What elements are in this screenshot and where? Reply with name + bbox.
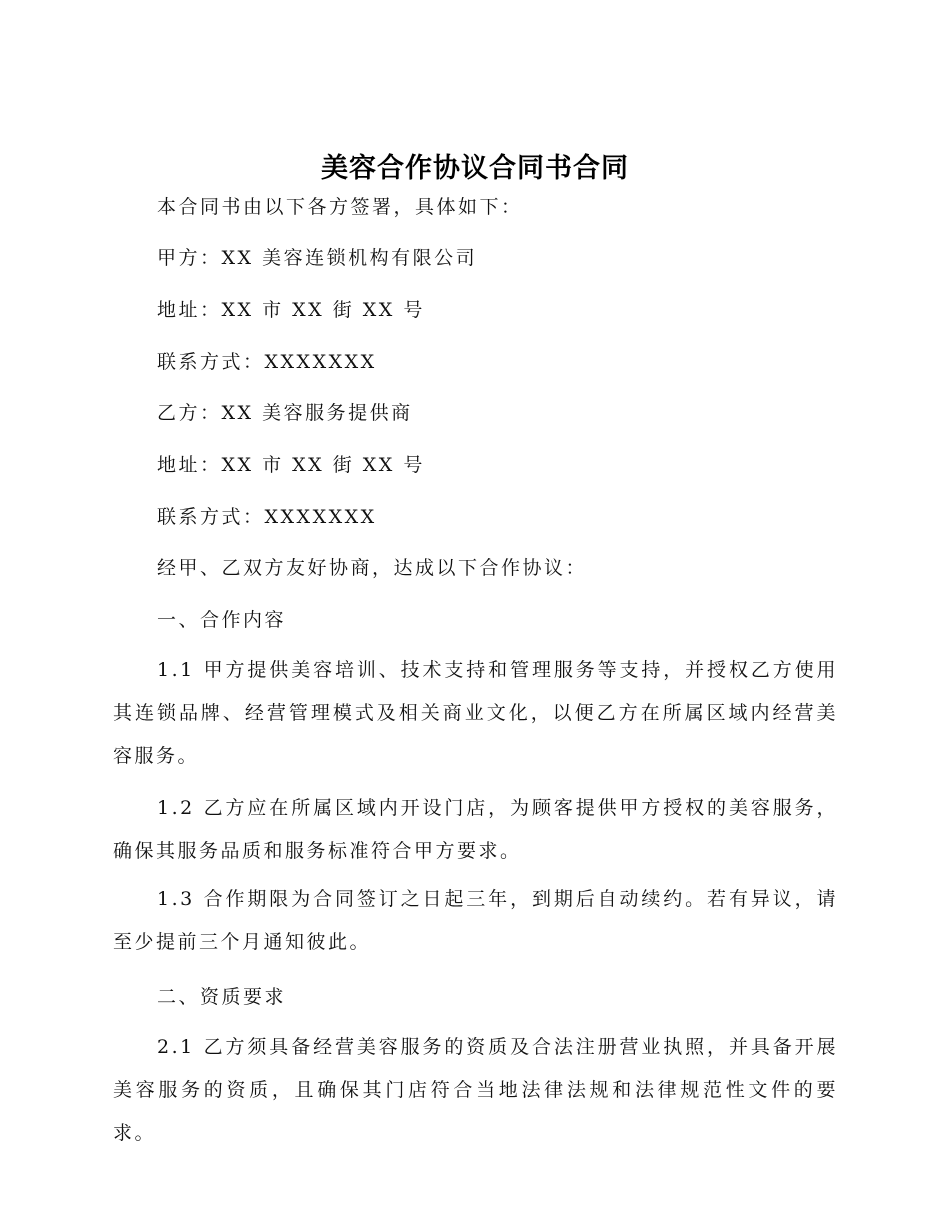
- document-title: 美容合作协议合同书合同: [321, 153, 629, 184]
- clause-2-1: 2.1 乙方须具备经营美容服务的资质及合法注册营业执照，并具备开展美容服务的资质，且确保其门店符合当地法律法规和法律规范性文件的要求。: [113, 1036, 838, 1144]
- section-2-heading: 二、资质要求: [157, 986, 287, 1008]
- section-1-heading: 一、合作内容: [157, 609, 287, 631]
- intro-line: 本合同书由以下各方签署，具体如下：: [157, 196, 523, 218]
- agreement-intro: 经甲、乙双方友好协商，达成以下合作协议：: [157, 557, 588, 579]
- clause-1-3: 1.3 合作期限为合同签订之日起三年，到期后自动续约。若有异议，请至少提前三个月通知彼此。: [113, 888, 838, 953]
- party-a-contact: 联系方式：XXXXXXX: [157, 351, 377, 373]
- clause-1-2: 1.2 乙方应在所属区域内开设门店，为顾客提供甲方授权的美容服务，确保其服务品质和服务标准符合甲方要求。: [113, 797, 838, 862]
- party-b-name: 乙方：XX 美容服务提供商: [157, 402, 413, 424]
- party-b-address: 地址：XX 市 XX 街 XX 号: [157, 454, 425, 476]
- party-a-address: 地址：XX 市 XX 街 XX 号: [157, 299, 425, 321]
- party-a-name: 甲方：XX 美容连锁机构有限公司: [157, 247, 478, 269]
- clause-1-1: 1.1 甲方提供美容培训、技术支持和管理服务等支持，并授权乙方使用其连锁品牌、经营管理模式及相关商业文化，以便乙方在所属区域内经营美容服务。: [113, 659, 838, 767]
- party-b-contact: 联系方式：XXXXXXX: [157, 506, 377, 528]
